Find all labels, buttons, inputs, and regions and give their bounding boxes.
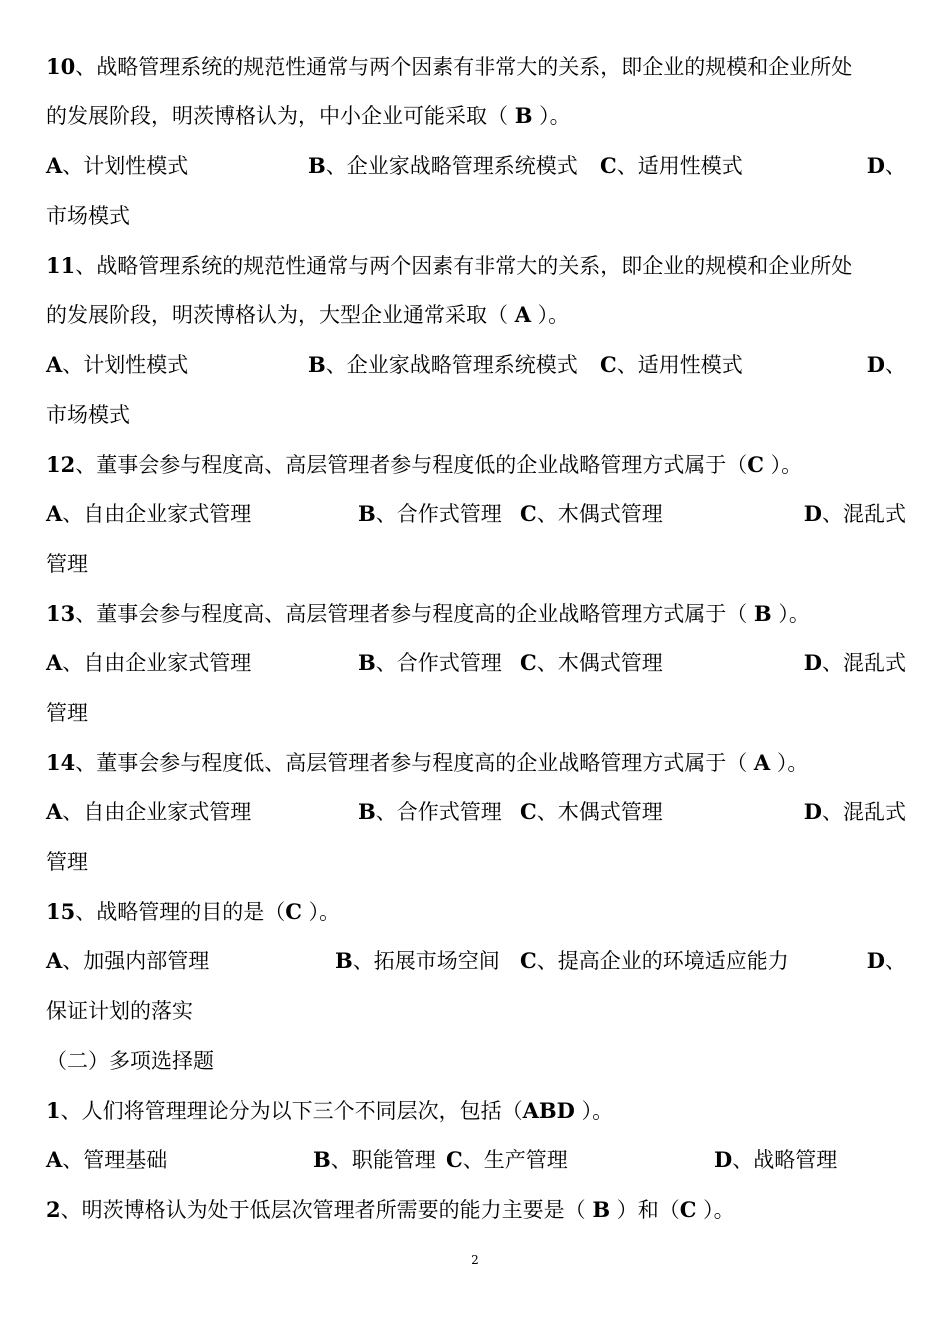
option-b: B、合作式管理: [358, 799, 502, 824]
question-10-line-2: [46, 101, 906, 131]
option-d: D、混乱式: [803, 650, 906, 675]
question-text: 、人们将管理理论分为以下三个不同层次，包括（: [60, 1099, 523, 1123]
answer: B: [592, 1197, 611, 1222]
question-11-line-2: [46, 300, 906, 330]
question-number: 15: [46, 899, 76, 924]
question-12: [46, 450, 906, 480]
question-text: 的发展阶段，明茨博格认为，中小企业可能采取（: [46, 104, 515, 128]
option-d-continuation: 保证计划的落实: [46, 999, 193, 1023]
option-d: D、: [866, 153, 906, 178]
question-text: 、战略管理系统的规范性通常与两个因素有非常大的关系，即企业的规模和企业所处: [75, 254, 853, 278]
option-d-continuation: 管理: [46, 552, 88, 576]
multi-question-2: [46, 1195, 906, 1225]
question-14: [46, 748, 906, 778]
answer: C: [747, 452, 764, 477]
option-b: B、合作式管理: [358, 501, 502, 526]
option-d-continuation: 市场模式: [46, 204, 130, 228]
question-text: ）。: [574, 1099, 614, 1123]
question-text: ）。: [530, 303, 570, 327]
question-10-line-1: [46, 52, 906, 82]
option-b: B、拓展市场空间: [335, 948, 500, 973]
question-15: [46, 897, 906, 927]
option-d: D、战略管理: [714, 1147, 838, 1172]
option-a: A、计划性模式: [46, 352, 189, 377]
page-number: 2: [471, 1253, 479, 1267]
option-d: D、混乱式: [803, 501, 906, 526]
question-text: 、明茨博格认为处于低层次管理者所需要的能力主要是（: [60, 1198, 593, 1222]
question-12-options: [46, 499, 906, 529]
option-a: A、计划性模式: [46, 153, 189, 178]
question-text: 的发展阶段，明茨博格认为，大型企业通常采取（: [46, 303, 515, 327]
option-b: B、企业家战略管理系统模式: [308, 352, 578, 377]
option-c: C、适用性模式: [600, 352, 743, 377]
option-d: D、: [866, 352, 906, 377]
question-number: 1: [46, 1098, 61, 1123]
answer: C: [285, 899, 302, 924]
question-13-options: [46, 648, 906, 678]
answer: B: [753, 601, 772, 626]
answer: C: [679, 1197, 697, 1222]
question-text: ）。: [696, 1198, 735, 1222]
question-text: ）。: [771, 602, 810, 626]
question-text: ）。: [770, 751, 809, 775]
question-11-line-1: [46, 251, 906, 281]
answer: B: [514, 103, 533, 128]
option-b: B、合作式管理: [358, 650, 502, 675]
question-13: [46, 599, 906, 629]
multi-question-1-options: [46, 1145, 906, 1175]
question-number: 2: [46, 1197, 61, 1222]
option-a: A、管理基础: [46, 1147, 168, 1172]
option-d-continuation: 管理: [46, 701, 88, 725]
question-text: ）。: [763, 453, 803, 477]
question-number: 13: [46, 601, 76, 626]
question-10-options: [46, 151, 906, 181]
question-number: 14: [46, 750, 76, 775]
option-b: B、企业家战略管理系统模式: [308, 153, 578, 178]
option-c: C、木偶式管理: [520, 650, 663, 675]
question-text: 、董事会参与程度高、高层管理者参与程度高的企业战略管理方式属于（: [75, 602, 754, 626]
question-text: 、董事会参与程度低、高层管理者参与程度高的企业战略管理方式属于（: [75, 751, 754, 775]
option-d-continuation: 管理: [46, 850, 88, 874]
option-a: A、加强内部管理: [46, 948, 210, 973]
question-text: ）。: [301, 900, 341, 924]
option-a: A、自由企业家式管理: [46, 501, 252, 526]
question-text: 、战略管理系统的规范性通常与两个因素有非常大的关系，即企业的规模和企业所处: [75, 55, 853, 79]
question-text: ）。: [532, 104, 571, 128]
question-number: 11: [46, 253, 76, 278]
answer: A: [514, 302, 531, 327]
multi-question-1: [46, 1096, 906, 1126]
option-c: C、生产管理: [446, 1147, 568, 1172]
option-c: C、适用性模式: [600, 153, 743, 178]
section-heading: （二）多项选择题: [46, 1049, 214, 1073]
answer: A: [753, 750, 771, 775]
option-d: D、混乱式: [803, 799, 906, 824]
answer: ABD: [522, 1098, 575, 1123]
question-text: 、战略管理的目的是（: [75, 900, 286, 924]
question-15-options: [46, 946, 906, 976]
question-number: 10: [46, 54, 76, 79]
option-c: C、提高企业的环境适应能力: [520, 948, 789, 973]
option-c: C、木偶式管理: [520, 799, 663, 824]
option-d: D、: [866, 948, 906, 973]
question-text: ）和（: [610, 1198, 680, 1222]
option-c: C、木偶式管理: [520, 501, 663, 526]
option-a: A、自由企业家式管理: [46, 650, 252, 675]
option-d-continuation: 市场模式: [46, 403, 130, 427]
option-a: A、自由企业家式管理: [46, 799, 252, 824]
question-number: 12: [46, 452, 76, 477]
question-11-options: [46, 350, 906, 380]
question-14-options: [46, 797, 906, 827]
question-text: 、董事会参与程度高、高层管理者参与程度低的企业战略管理方式属于（: [75, 453, 748, 477]
option-b: B、职能管理: [313, 1147, 436, 1172]
